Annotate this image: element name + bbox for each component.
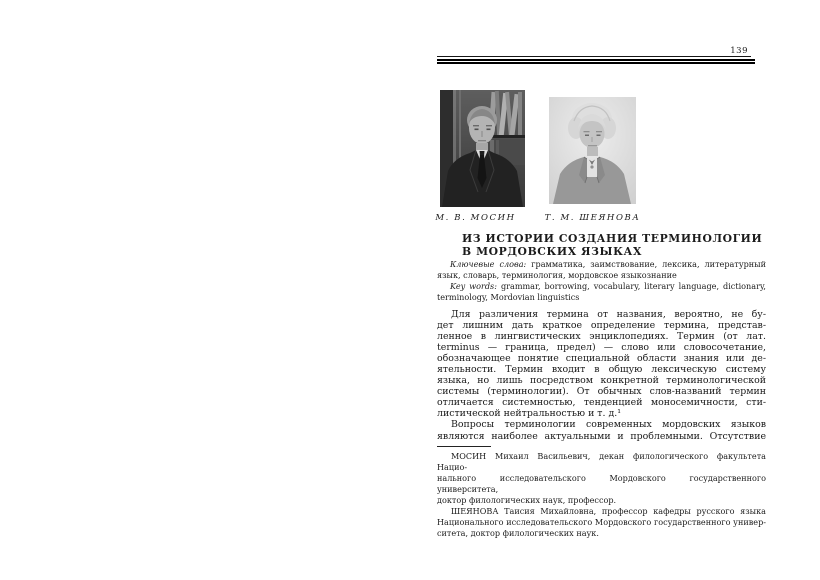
footnote-bio-mosin: МОСИН Михаил Васильевич, декан филологического факультета Нацио- нального исследовательского Мордовского государственного университета, доктор филологических наук, профессор. bbox=[437, 451, 766, 505]
portrait-mosin-drawing bbox=[440, 90, 525, 207]
keywords-ru-list: грамматика, заимствование, лексика, литературный bbox=[531, 259, 766, 269]
article-title: ИЗ ИСТОРИИ СОЗДАНИЯ ТЕРМИНОЛОГИИ В МОРДОВСКИХ ЯЗЫКАХ bbox=[462, 232, 763, 258]
header-rule-thin bbox=[437, 56, 751, 57]
author-name-mosin: М. В. МОСИН bbox=[435, 213, 516, 223]
footnote-block bbox=[437, 451, 766, 539]
portrait-mosin-photo bbox=[440, 90, 525, 207]
body-paragraph-1: Для различения термина от названия, вероятно, не бу- дет лишним дать краткое определение термина, представ- ленное в лингвистических энциклопедиях. Термин (от лат. terminus — граница, предел) — слово или словосочетание, обозначающее понятие специальной области знания или де- ятельности. Термин входит в общую лексическую систему языка, но лишь посредством конкретной терминологической системы (терминологии). От обычных слов-названий термин отличается системностью, тенденцией моносемичности, сти- листической нейтральностью и т. д.¹ bbox=[437, 309, 766, 420]
keywords-ru-line2: язык, словарь, терминология, мордовское языкознание bbox=[437, 270, 677, 280]
article-body bbox=[437, 309, 766, 442]
keywords-block bbox=[437, 259, 766, 303]
body-paragraph-2: Вопросы терминологии современных мордовских языков являются наиболее актуальными и проблемными. Отсутствие bbox=[437, 419, 766, 442]
header-rule-thick bbox=[437, 59, 755, 64]
author-name-sheyanova: Т. М. ШЕЯНОВА bbox=[544, 213, 641, 223]
keywords-en-list: grammar, borrowing, vocabulary, literary language, dictionary, bbox=[500, 281, 767, 291]
keywords-ru-line1 bbox=[437, 259, 766, 270]
keywords-en-line2: terminology, Mordovian linguistics bbox=[437, 292, 580, 302]
page-number: 139 bbox=[730, 46, 748, 56]
keywords-en-line1 bbox=[437, 281, 766, 292]
portrait-sheyanova-photo bbox=[549, 97, 636, 204]
keywords-en-lead: Key words: bbox=[450, 281, 497, 291]
keywords-ru-lead: Ключевые слова: bbox=[450, 259, 527, 269]
footnote-separator bbox=[437, 446, 491, 447]
footnote-bio-sheyanova: ШЕЯНОВА Таисия Михайловна, профессор кафедры русского языка Национального исследовательского Мордовского государственного универ- ситета, доктор филологических наук. bbox=[437, 506, 766, 538]
portrait-sheyanova-drawing bbox=[549, 97, 636, 204]
